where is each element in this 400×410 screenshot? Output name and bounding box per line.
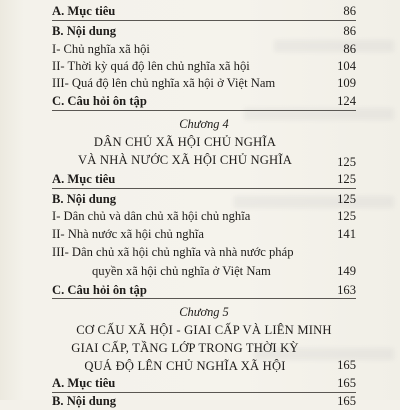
toc-row [52,207,356,225]
chapter-label: Chương 5 [179,305,229,319]
toc-page-number: 109 [337,76,356,90]
toc-entry-text: I- Chủ nghĩa xã hội [52,42,150,56]
toc-page-number: 163 [337,283,356,297]
toc-row [52,170,356,188]
toc-page-number: 125 [337,155,356,169]
toc-page-number: 124 [337,94,356,108]
toc-row [52,92,356,110]
toc-entry-text: quyền xã hội chủ nghĩa ở Việt Nam [92,264,271,278]
toc-row [52,40,356,58]
toc-page-number: 165 [337,394,356,408]
toc-page-number: 149 [337,264,356,278]
toc-entry-text: II- Thời kỳ quá độ lên chủ nghĩa xã hội [52,59,250,73]
toc-entry-text: B. Nội dung [52,192,117,206]
toc-page-number: 125 [337,172,356,186]
toc-entry-text: I- Dân chủ và dân chủ xã hội chủ nghĩa [52,209,251,223]
toc-page-number: 104 [337,59,356,73]
toc-page-number: 165 [337,358,356,372]
divider [52,20,356,21]
toc-page-number: 141 [337,227,356,241]
toc-page-number: 125 [337,192,356,206]
chapter-title-line: QUÁ ĐỘ LÊN CHỦ NGHĨA XÃ HỘI [84,359,286,373]
toc-entry-text: B. Nội dung [52,394,117,408]
toc-row [52,22,356,40]
toc-page-number: 125 [337,209,356,223]
toc-row [52,281,356,299]
toc-entry-text: III- Dân chủ xã hội chủ nghĩa và nhà nước pháp [52,245,294,259]
toc-row [52,392,356,408]
divider [52,298,356,299]
toc-row [52,374,356,392]
toc-entry-text: A. Mục tiêu [52,172,116,186]
chapter-title-line: DÂN CHỦ XÃ HỘI CHỦ NGHĨA [93,135,277,149]
toc-page-number: 86 [343,42,356,56]
toc-row [52,2,356,20]
chapter-title-line: GIAI CẤP, TẦNG LỚP TRONG THỜI KỲ [71,341,299,355]
chapter-title-line: CƠ CẤU XÃ HỘI - GIAI CẤP VÀ LIÊN MINH [76,323,332,337]
divider [52,110,356,111]
toc-entry-text: C. Câu hỏi ôn tập [52,283,147,297]
toc-entry-text: II- Nhà nước xã hội chủ nghĩa [52,227,204,241]
toc-page-number: 86 [343,4,356,18]
toc-entry-text: III- Quá độ lên chủ nghĩa xã hội ở Việt Nam [52,76,276,90]
divider [52,188,356,189]
toc-page-number: 165 [337,376,356,390]
toc-row [52,57,356,75]
toc-page-number: 86 [343,24,356,38]
toc-entry-text: A. Mục tiêu [52,4,116,18]
chapter-label: Chương 4 [179,117,229,131]
toc-entry-text: C. Câu hỏi ôn tập [52,94,147,108]
toc-row [52,190,356,208]
toc-entry-text: B. Nội dung [52,24,117,38]
toc-row [52,74,356,92]
toc-entry-text: A. Mục tiêu [52,376,116,390]
chapter-title-line: VÀ NHÀ NƯỚC XÃ HỘI CHỦ NGHĨA [77,153,293,167]
toc-row [52,225,356,243]
